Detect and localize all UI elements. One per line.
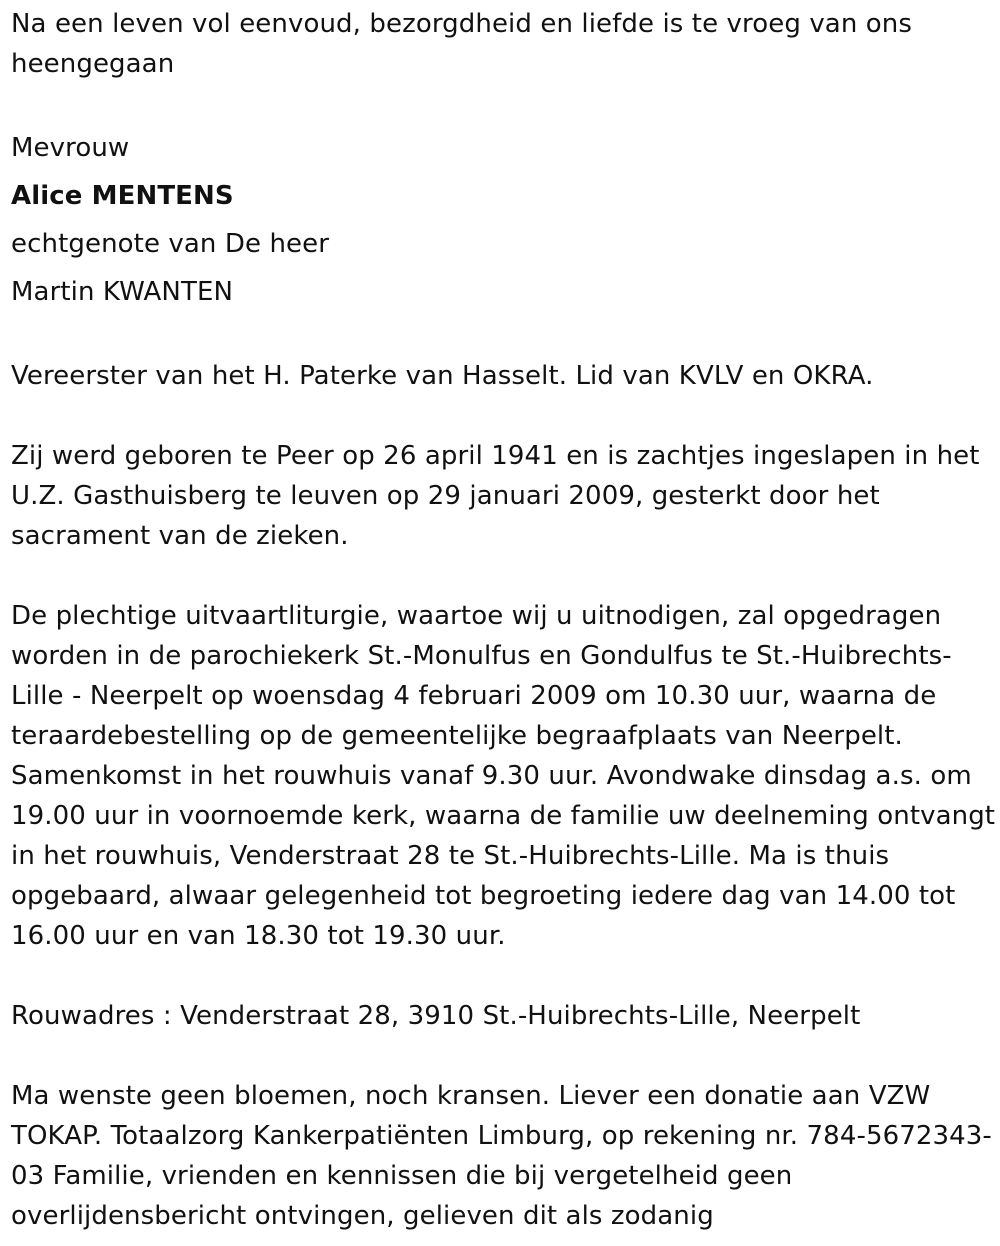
intro-paragraph: Na een leven vol eenvoud, bezorgdheid en liefde is te vroeg van ons heengegaan [11, 9, 913, 79]
mourning-address: Rouwadres : Venderstraat 28, 3910 St.-Huibrechts-Lille, Neerpelt [11, 1001, 861, 1031]
funeral-paragraph: De plechtige uitvaartliturgie, waartoe wij u uitnodigen, zal opgedragen worden in de parochiekerk St.-Monulfus en Gondulfus te St.-Huibrechts-Lille - Neerpelt op woensdag 4 februari 2009 om 10.30 uur, waarna de teraardebestelling op de gemeentelijke begraafplaats van Neerpelt. Samenkomst in het rouwhuis vanaf 9.30 uur. Avondwake dinsdag a.s. om 19.00 uur in voornoemde kerk, waarna de familie uw deelneming ontvangt in het rouwhuis, Venderstraat 28 te St.-Huibrechts-Lille. Ma is thuis opgebaard, alwaar gelegenheid tot begroeting iedere dag van 14.00 tot 16.00 uur en van 18.30 tot 19.30 uur. [11, 601, 996, 951]
birth-death-paragraph: Zij werd geboren te Peer op 26 april 1941 en is zachtjes ingeslapen in het U.Z. Gasthuisberg te leuven op 29 januari 2009, gesterkt door het sacrament van de zieken. [11, 441, 980, 551]
relation-text: echtgenote van De heer [11, 229, 330, 259]
obituary-document [11, 4, 996, 1236]
spacer [11, 396, 996, 436]
spacer [11, 84, 996, 124]
spacer [11, 956, 996, 996]
title-prefix: Mevrouw [11, 133, 130, 163]
spacer [11, 316, 996, 356]
spacer [11, 1036, 996, 1076]
spacer [11, 556, 996, 596]
closing-paragraph: Ma wenste geen bloemen, noch kransen. Liever een donatie aan VZW TOKAP. Totaalzorg Kankerpatiënten Limburg, op rekening nr. 784-5672343-03 Familie, vrienden en kennissen die bij vergetelheid geen overlijdensbericht ontvingen, gelieven dit als zodanig [11, 1081, 992, 1231]
spouse-name: Martin KWANTEN [11, 277, 234, 307]
deceased-name: Alice MENTENS [11, 181, 234, 211]
memberships-paragraph: Vereerster van het H. Paterke van Hasselt. Lid van KVLV en OKRA. [11, 361, 874, 391]
